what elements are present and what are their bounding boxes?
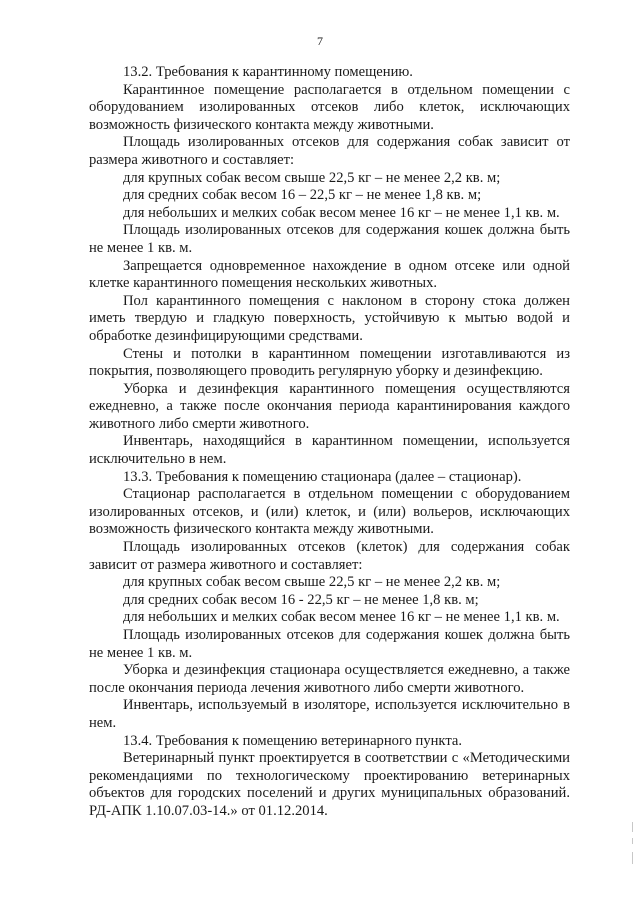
paragraph-hospital-cleaning: Уборка и дезинфекция стационара осуществляется ежедневно, а также после окончания периода лечения животного либо смерти животного. <box>89 662 570 696</box>
paragraph-quarantine-location: Карантинное помещение располагается в отдельном помещении с оборудованием изолированных отсеков либо клеток, исключающих возможность физического контакта между животными. <box>89 81 570 133</box>
list-item-medium-dogs: для средних собак весом 16 – 22,5 кг – не менее 1,8 кв. м; <box>123 187 482 204</box>
section-heading-13-4: 13.4. Требования к помещению ветеринарного пункта. <box>123 732 463 749</box>
list-item-small-dogs: для небольших и мелких собак весом менее 16 кг – не менее 1,1 кв. м. <box>123 204 560 221</box>
page-number: 7 <box>317 34 323 48</box>
paragraph-cat-area: Площадь изолированных отсеков для содержания кошек должна быть не менее 1 кв. м. <box>89 222 570 256</box>
document-body <box>89 64 570 821</box>
list-item-hospital-medium-dogs: для средних собак весом 16 - 22,5 кг – не менее 1,8 кв. м; <box>123 591 479 608</box>
section-heading-13-2: 13.2. Требования к карантинному помещению. <box>123 64 413 80</box>
list-item-large-dogs: для крупных собак весом свыше 22,5 кг – не менее 2,2 кв. м; <box>123 169 501 186</box>
section-heading-13-3: 13.3. Требования к помещению стационара (далее – стационар). <box>123 468 522 485</box>
paragraph-quarantine-inventory: Инвентарь, находящийся в карантинном помещении, используется исключительно в нем. <box>89 433 570 468</box>
paragraph-hospital-cat-area: Площадь изолированных отсеков для содержания кошек должна быть не менее 1 кв. м. <box>89 627 570 661</box>
scan-artifact-mark <box>632 852 633 864</box>
paragraph-isolator-inventory: Инвентарь, используемый в изоляторе, используется исключительно в нем. <box>89 697 570 731</box>
paragraph-hospital-dog-area-intro: Площадь изолированных отсеков (клеток) для содержания собак зависит от размера животного и составляет: <box>89 539 570 573</box>
paragraph-dog-area-intro: Площадь изолированных отсеков для содержания собак зависит от размера животного и составляет: <box>89 134 570 168</box>
paragraph-vet-point-design: Ветеринарный пункт проектируется в соответствии с «Методическими рекомендациями по технологическому проектированию ветеринарных объектов для городских поселений и других муниципальных образований. РД-АПК 1.10.07.03-14.» от 01.12.2014. <box>89 750 570 819</box>
paragraph-floor-requirements: Пол карантинного помещения с наклоном в сторону стока должен иметь твердую и гладкую поверхность, устойчивую к мытью водой и обработке дезинфицирующими средствами. <box>89 292 570 344</box>
paragraph-single-animal-rule: Запрещается одновременное нахождение в одном отсеке или одной клетке карантинного помещения нескольких животных. <box>89 257 570 292</box>
list-item-hospital-small-dogs: для небольших и мелких собак весом менее 16 кг – не менее 1,1 кв. м. <box>123 609 560 626</box>
list-item-hospital-large-dogs: для крупных собак весом свыше 22,5 кг – не менее 2,2 кв. м; <box>123 574 501 591</box>
scan-artifact-mark <box>632 838 633 844</box>
scan-artifact-mark <box>632 822 633 832</box>
paragraph-walls-ceilings: Стены и потолки в карантинном помещении изготавливаются из покрытия, позволяющего проводить регулярную уборку и дезинфекцию. <box>89 345 570 380</box>
paragraph-quarantine-cleaning: Уборка и дезинфекция карантинного помещения осуществляются ежедневно, а также после окончания периода карантинирования каждого животного либо смерти животного. <box>89 380 570 432</box>
paragraph-hospital-location: Стационар располагается в отдельном помещении с оборудованием изолированных отсеков, и (или) клеток, и (или) вольеров, исключающих возможность физического контакта между животными. <box>89 486 570 538</box>
